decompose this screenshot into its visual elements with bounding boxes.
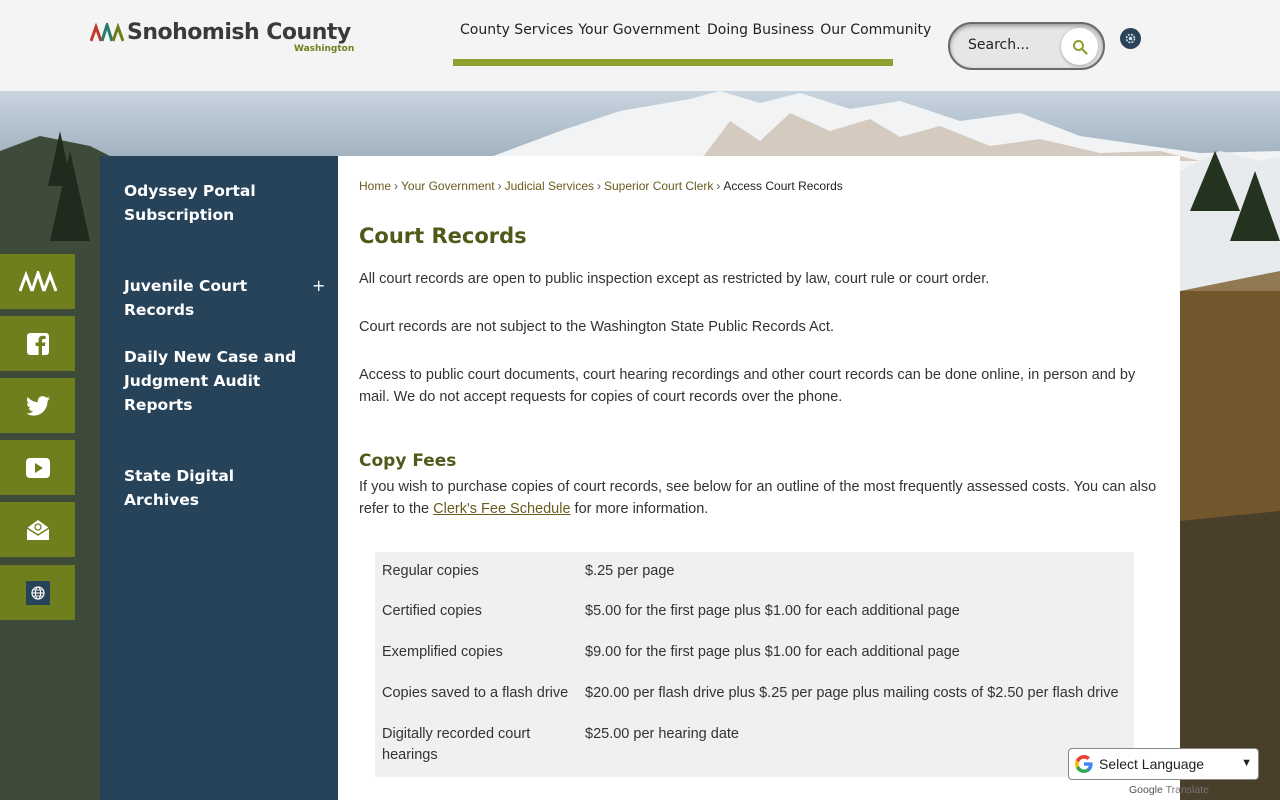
nav-your-government[interactable]: Your Government [578,22,701,38]
copy-fees-text: If you wish to purchase copies of court records, see below for an outline of the most frequently assessed costs. You can also refer to the [359,479,1157,517]
logo-name: Snohomish County [127,20,351,45]
nav-doing-business[interactable]: Doing Business [707,22,815,38]
translate-word[interactable]: Translate [1165,784,1209,796]
logo-trees-icon [90,23,124,43]
fee-cost: $.25 per page [585,563,675,579]
breadcrumb-separator: › [394,179,399,193]
access-paragraph: Access to public court documents, court hearing recordings and other court records can be done online, in person and by mail. We do not accept requests for copies of court records over the phone. [359,367,1136,405]
breadcrumb-separator: › [497,179,502,193]
breadcrumb-separator: › [597,179,601,193]
email-icon [26,519,50,541]
google-wordmark: Google [1129,784,1163,796]
copy-fees-heading: Copy Fees [359,451,457,471]
breadcrumb [359,179,843,193]
breadcrumb-superior-court-clerk[interactable]: Superior Court Clerk [604,179,714,193]
facebook-icon [27,333,49,355]
site-header [0,0,1280,91]
main-content [338,156,1180,800]
social-twitter-link[interactable] [0,378,75,433]
copy-fees-text-end: for more information. [570,500,709,517]
logo-state: Washington [294,44,355,54]
social-youtube-link[interactable] [0,440,75,495]
fee-item: Exemplified copies [382,644,503,660]
main-nav [453,20,932,66]
page-title: Court Records [359,224,527,248]
search-input[interactable] [968,37,1058,53]
nav-our-community[interactable]: Our Community [820,22,932,38]
sidebar-item-juvenile-court-records[interactable]: Juvenile Court Records [124,277,248,319]
sidebar-item-odyssey-portal[interactable]: Odyssey Portal Subscription [124,182,256,224]
fee-cost: $25.00 per hearing date [585,726,739,742]
fee-item: Regular copies [382,563,479,579]
social-translate-link[interactable] [0,565,75,620]
fee-table [375,552,1134,777]
search-box [948,22,1105,70]
fee-cost: $9.00 for the first page plus $1.00 for each additional page [585,644,960,660]
copy-fees-paragraph [359,477,1159,520]
language-select[interactable] [1068,748,1259,780]
breadcrumb-current: Access Court Records [723,179,843,193]
expand-icon[interactable]: + [312,276,326,295]
youtube-icon [26,458,50,478]
sidebar-nav [100,156,338,800]
globe-icon-box [26,581,50,605]
google-g-icon [1075,755,1093,773]
search-icon [1072,39,1088,55]
social-email-link[interactable] [0,502,75,557]
social-facebook-link[interactable] [0,316,75,371]
chevron-down-icon: ▼ [1241,757,1252,769]
settings-button[interactable] [1120,28,1141,49]
fee-item: Copies saved to a flash drive [382,685,569,701]
globe-icon [31,586,45,600]
social-county-link[interactable] [0,254,75,309]
nav-underline [453,59,893,66]
twitter-icon [26,396,50,416]
breadcrumb-separator: › [716,179,721,193]
county-logo[interactable] [90,20,360,60]
language-select-label: Select Language [1099,756,1205,772]
breadcrumb-judicial-services[interactable]: Judicial Services [504,179,594,193]
county-trees-icon [19,271,57,293]
powered-by-google [1129,784,1209,796]
fee-item: Digitally recorded court hearings [382,726,531,763]
fee-item: Certified copies [382,603,482,619]
public-records-paragraph: Court records are not subject to the Washington State Public Records Act. [359,319,834,335]
fee-schedule-link[interactable]: Clerk's Fee Schedule [433,500,571,517]
fee-cost: $5.00 for the first page plus $1.00 for each additional page [585,603,960,619]
sidebar-item-state-digital-archives[interactable]: State Digital Archives [124,467,235,509]
breadcrumb-home[interactable]: Home [359,179,392,193]
breadcrumb-your-government[interactable]: Your Government [401,179,495,193]
intro-paragraph: All court records are open to public inspection except as restricted by law, court rule or court order. [359,271,990,287]
gear-icon [1124,32,1137,45]
nav-county-services[interactable]: County Services [460,22,574,38]
sidebar-item-daily-new-case[interactable]: Daily New Case and Judgment Audit Reports [124,348,297,414]
search-button[interactable] [1061,28,1098,65]
fee-cost: $20.00 per flash drive plus $.25 per page plus mailing costs of $2.50 per flash drive [585,685,1119,701]
